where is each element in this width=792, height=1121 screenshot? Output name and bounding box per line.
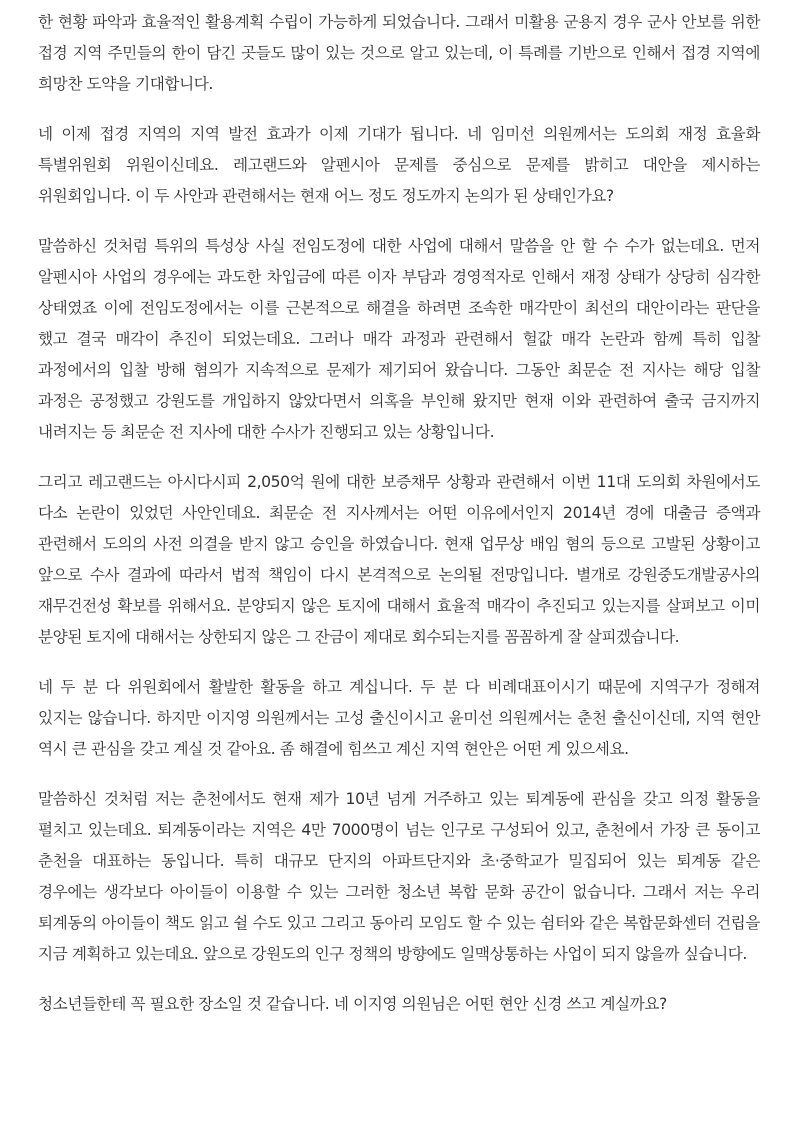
paragraph-2: 네 이제 접경 지역의 지역 발전 효과가 이제 기대가 됩니다. 네 임미선 의원께서는 도의회 재정 효율화 특별위원회 위원이신데요. 레고랜드와 알펜시아 문제를 중심으로 문제를 밝히고 대안을 제시하는 위원회입니다. 이 두 사안과 관련해서는 현재 어느 정도 정도까지 논의가 된 상태인가요?: [38, 125, 760, 205]
paragraph-4: 그리고 레고랜드는 아시다시피 2,050억 원에 대한 보증채무 상황과 관련해서 이번 11대 도의회 차원에서도 다소 논란이 있었던 사안인데요. 최문순 전 지사께서는 어떤 이유에서인지 2014년 경에 대출금 증액과 관련해서 도의의 사전 의결을 받지 않고 승인을 하였습니다. 현재 업무상 배임 혐의 등으로 고발된 상황이고 앞으로 수사 결과에 따라서 법적 책임이 다시 본격적으로 논의될 전망입니다. 별개로 강원중도개발공사의 재무건전성 확보를 위해서요. 분양되지 않은 토지에 대해서 효율적 매각이 추진되고 있는지를 살펴보고 이미 분양된 토지에 대해서는 상한되지 않은 그 잔금이 제대로 회수되는지를 꼼꼼하게 잘 살피겠습니다.: [38, 473, 760, 646]
paragraph-3: 말씀하신 것처럼 특위의 특성상 사실 전임도정에 대한 사업에 대해서 말씀을 안 할 수 수가 없는데요. 먼저 알펜시아 사업의 경우에는 과도한 차입금에 따른 이자 부담과 경영적자로 인해서 재정 상태가 상당히 심각한 상태였죠 이에 전임도정에서는 이를 근본적으로 해결을 하려면 조속한 매각만이 최선의 대안이라는 판단을 했고 결국 매각이 추진이 되었는데요. 그러나 매각 과정과 관련해서 헐값 매각 논란과 함께 특히 입찰 과정에서의 입찰 방해 혐의가 지속적으로 문제가 제기되어 왔습니다. 그동안 최문순 전 지사는 해당 입찰 과정은 공정했고 강원도를 개입하지 않았다면서 의혹을 부인해 왔지만 현재 이와 관련하여 출국 금지까지 내려지는 등 최문순 전 지사에 대한 수사가 진행되고 있는 상황입니다.: [38, 237, 760, 441]
paragraph-1: 한 현황 파악과 효율적인 활용계획 수립이 가능하게 되었습니다. 그래서 미활용 군용지 경우 군사 안보를 위한 접경 지역 주민들의 한이 담긴 곳들도 많이 있는 것으로 알고 있는데, 이 특례를 기반으로 인해서 접경 지역에 희망찬 도약을 기대합니다.: [38, 13, 760, 93]
transcript-document: [38, 7, 760, 1039]
paragraph-7: 청소년들한테 꼭 필요한 장소일 것 같습니다. 네 이지영 의원님은 어떤 현안 신경 쓰고 계실까요?: [38, 995, 667, 1013]
paragraph-5: 네 두 분 다 위원회에서 활발한 활동을 하고 계십니다. 두 분 다 비례대표이시기 때문에 지역구가 정해져 있지는 않습니다. 하지만 이지영 의원께서는 고성 출신이시고 윤미선 의원께서는 춘천 출신이신데, 지역 현안 역시 큰 관심을 갖고 계실 것 같아요. 좀 해결에 힘쓰고 계신 지역 현안은 어떤 게 있으세요.: [38, 678, 760, 758]
paragraph-6: 말씀하신 것처럼 저는 춘천에서도 현재 제가 10년 넘게 거주하고 있는 퇴계동에 관심을 갖고 의정 활동을 펼치고 있는데요. 퇴계동이라는 지역은 4만 7000명이 넘는 인구로 구성되어 있고, 춘천에서 가장 큰 동이고 춘천을 대표하는 동입니다. 특히 대규모 단지의 아파트단지와 초·중학교가 밀집되어 있는 퇴계동 같은 경우에는 생각보다 아이들이 이용할 수 있는 그러한 청소년 복합 문화 공간이 없습니다. 그래서 저는 우리 퇴계동의 아이들이 책도 읽고 쉴 수도 있고 그리고 동아리 모임도 할 수 있는 쉼터와 같은 복합문화센터 건립을 지금 계획하고 있는데요. 앞으로 강원도의 인구 정책의 방향에도 일맥상통하는 사업이 되지 않을까 싶습니다.: [38, 790, 760, 963]
